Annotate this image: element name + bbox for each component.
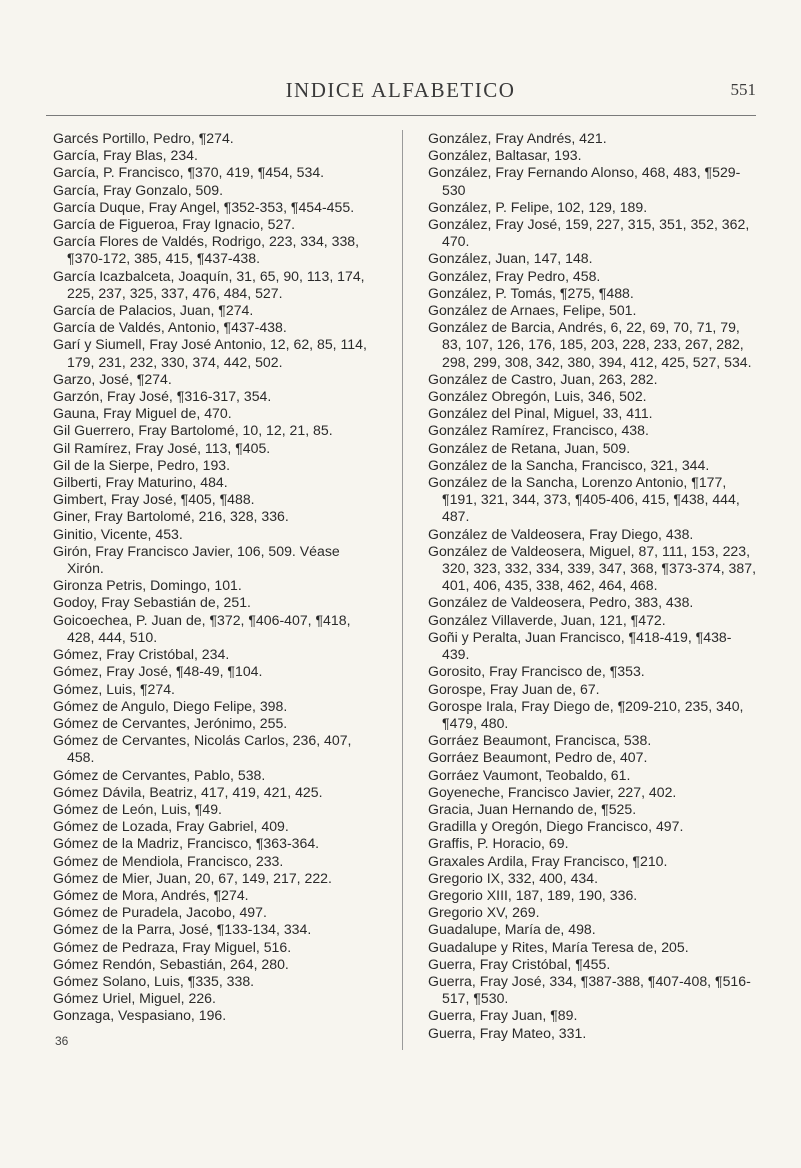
index-entry: González, Fray Fernando Alonso, 468, 483, ¶529-530: [428, 164, 741, 198]
index-entry: González de Valdeosera, Pedro, 383, 438.: [428, 594, 694, 611]
index-entry: Gómez Solano, Luis, ¶335, 338.: [53, 972, 255, 989]
index-entry: González de Valdeosera, Miguel, 87, 111, 153, 223, 320, 323, 332, 334, 339, 347, 368, ¶373-374, 387, 401, 406, 435, 338, 462, 464, 468.: [428, 542, 756, 594]
index-entry: Guerra, Fray Cristóbal, ¶455.: [428, 955, 611, 972]
index-entry: Ginitio, Vicente, 453.: [53, 525, 183, 542]
index-entry: González de Barcia, Andrés, 6, 22, 69, 70, 71, 79, 83, 107, 126, 176, 185, 203, 228, 233, 267, 282, 298, 299, 308, 342, 380, 394, 412, 425, 527, 534.: [428, 319, 752, 370]
index-entry: García de Palacios, Juan, ¶274.: [53, 302, 254, 319]
index-entry: Guerra, Fray Juan, ¶89.: [428, 1007, 578, 1024]
index-entry: Gómez de Cervantes, Pablo, 538.: [53, 766, 266, 783]
index-entry: González, Baltasar, 193.: [428, 147, 582, 164]
index-entry: Girón, Fray Francisco Javier, 106, 509. Véase Xirón.: [53, 542, 340, 577]
column-divider: [402, 130, 403, 1050]
index-entry: García de Figueroa, Fray Ignacio, 527.: [53, 216, 296, 233]
index-entry: Gracia, Juan Hernando de, ¶525.: [428, 800, 637, 817]
index-entry: Giner, Fray Bartolomé, 216, 328, 336.: [53, 508, 289, 525]
index-entry: Gorráez Vaumont, Teobaldo, 61.: [428, 766, 631, 783]
index-entry: González, Fray Andrés, 421.: [428, 130, 607, 146]
header-rule: [46, 115, 756, 116]
index-entry: Gómez de Puradela, Jacobo, 497.: [53, 904, 267, 921]
index-entry: Gil Ramírez, Fray José, 113, ¶405.: [53, 439, 271, 456]
index-entry: García, P. Francisco, ¶370, 419, ¶454, 534.: [53, 164, 325, 181]
index-entry: García de Valdés, Antonio, ¶437-438.: [53, 319, 287, 336]
index-entry: González de Arnaes, Felipe, 501.: [428, 302, 637, 319]
index-entry: Guerra, Fray Mateo, 331.: [428, 1024, 587, 1041]
index-entry: García, Fray Blas, 234.: [53, 147, 198, 164]
index-entry: Graxales Ardila, Fray Francisco, ¶210.: [428, 852, 668, 869]
index-entry: Gorospe, Fray Juan de, 67.: [428, 680, 600, 697]
index-entry: Gregorio IX, 332, 400, 434.: [428, 869, 599, 886]
index-entry: González, Fray Pedro, 458.: [428, 267, 601, 284]
index-entry: García, Fray Gonzalo, 509.: [53, 181, 223, 198]
index-entry: González, Fray José, 159, 227, 315, 351, 352, 362, 470.: [428, 216, 750, 250]
index-entry: Guerra, Fray José, 334, ¶387-388, ¶407-408, ¶516-517, ¶530.: [428, 972, 751, 1007]
index-entry: González de la Sancha, Francisco, 321, 344.: [428, 456, 710, 473]
signature-mark: 36: [55, 1034, 69, 1048]
index-entry: Gregorio XV, 269.: [428, 904, 540, 921]
index-entry: Goñi y Peralta, Juan Francisco, ¶418-419, ¶438-439.: [428, 628, 732, 663]
index-entry: Gorráez Beaumont, Francisca, 538.: [428, 732, 652, 749]
index-entry: Gorosito, Fray Francisco de, ¶353.: [428, 663, 645, 680]
index-entry: Gómez Rendón, Sebastián, 264, 280.: [53, 955, 289, 972]
index-entry: Guadalupe y Rites, María Teresa de, 205.: [428, 938, 689, 955]
index-entry: González, Juan, 147, 148.: [428, 250, 593, 267]
index-entry: Gil de la Sierpe, Pedro, 193.: [53, 456, 231, 473]
index-entry: Garzón, Fray José, ¶316-317, 354.: [53, 388, 272, 405]
page-title: INDICE ALFABETICO: [285, 78, 516, 102]
index-entry: Gradilla y Oregón, Diego Francisco, 497.: [428, 818, 684, 835]
index-entry: Gimbert, Fray José, ¶405, ¶488.: [53, 491, 255, 508]
index-entry: Godoy, Fray Sebastián de, 251.: [53, 594, 251, 611]
index-entry: Garzo, José, ¶274.: [53, 370, 172, 387]
index-entry: Gorospe Irala, Fray Diego de, ¶209-210, 235, 340, ¶479, 480.: [428, 697, 744, 731]
index-entry: Garí y Siumell, Fray José Antonio, 12, 62, 85, 114, 179, 231, 232, 330, 374, 442, 502.: [53, 336, 367, 370]
index-entry: García Duque, Fray Angel, ¶352-353, ¶454-455.: [53, 198, 355, 215]
index-entry: González de Castro, Juan, 263, 282.: [428, 370, 658, 387]
index-entry: Gonzaga, Vespasiano, 196.: [53, 1007, 227, 1024]
index-entry: Gómez de Mora, Andrés, ¶274.: [53, 886, 249, 903]
index-entry: Gómez, Luis, ¶274.: [53, 680, 175, 697]
index-entry: Gómez Dávila, Beatriz, 417, 419, 421, 425.: [53, 783, 323, 800]
index-entry: Gómez de Pedraza, Fray Miguel, 516.: [53, 938, 292, 955]
index-entry: González, P. Felipe, 102, 129, 189.: [428, 198, 648, 215]
index-entry: Gómez de Lozada, Fray Gabriel, 409.: [53, 818, 289, 835]
index-entry: Gauna, Fray Miguel de, 470.: [53, 405, 232, 422]
index-entry: González Ramírez, Francisco, 438.: [428, 422, 649, 439]
index-entry: Goyeneche, Francisco Javier, 227, 402.: [428, 783, 677, 800]
index-entry: Gómez, Fray Cristóbal, 234.: [53, 646, 230, 663]
index-entry: García Flores de Valdés, Rodrigo, 223, 334, 338, ¶370-172, 385, 415, ¶437-438.: [53, 233, 360, 267]
index-entry: Gorráez Beaumont, Pedro de, 407.: [428, 749, 648, 766]
index-entry: García Icazbalceta, Joaquín, 31, 65, 90, 113, 174, 225, 237, 325, 337, 476, 484, 527.: [53, 267, 365, 301]
page-number: 551: [730, 80, 756, 99]
index-entry: Gómez, Fray José, ¶48-49, ¶104.: [53, 663, 263, 680]
index-entry: Gómez de Cervantes, Nicolás Carlos, 236, 407, 458.: [53, 732, 352, 766]
index-entry: Gil Guerrero, Fray Bartolomé, 10, 12, 21, 85.: [53, 422, 333, 439]
index-entry: Gómez de León, Luis, ¶49.: [53, 800, 222, 817]
index-entry: Graffis, P. Horacio, 69.: [428, 835, 569, 852]
index-entry: González del Pinal, Miguel, 33, 411.: [428, 405, 653, 422]
page-header: [0, 78, 801, 102]
index-entry: González de la Sancha, Lorenzo Antonio, ¶177, ¶191, 321, 344, 373, ¶405-406, 415, ¶438, 444, 487.: [428, 474, 740, 525]
index-entry: Gómez de la Madriz, Francisco, ¶363-364.: [53, 835, 320, 852]
index-entry: González Obregón, Luis, 346, 502.: [428, 388, 647, 405]
index-entry: Gómez de Angulo, Diego Felipe, 398.: [53, 697, 288, 714]
index-entry: Goicoechea, P. Juan de, ¶372, ¶406-407, ¶418, 428, 444, 510.: [53, 611, 351, 645]
index-entry: Garcés Portillo, Pedro, ¶274.: [53, 130, 234, 146]
index-entry: González Villaverde, Juan, 121, ¶472.: [428, 611, 666, 628]
index-column-right: [428, 130, 758, 1042]
index-entry: Gironza Petris, Domingo, 101.: [53, 577, 242, 594]
index-entry: Gómez de Mendiola, Francisco, 233.: [53, 852, 284, 869]
index-entry: Gómez de la Parra, José, ¶133-134, 334.: [53, 921, 312, 938]
index-column-left: [53, 130, 378, 1025]
index-entry: Gómez Uriel, Miguel, 226.: [53, 990, 216, 1007]
index-entry: González, P. Tomás, ¶275, ¶488.: [428, 284, 634, 301]
index-entry: Gilberti, Fray Maturino, 484.: [53, 474, 228, 491]
index-entry: Guadalupe, María de, 498.: [428, 921, 596, 938]
index-entry: Gómez de Cervantes, Jerónimo, 255.: [53, 714, 288, 731]
index-entry: Gómez de Mier, Juan, 20, 67, 149, 217, 222.: [53, 869, 332, 886]
index-entry: González de Valdeosera, Fray Diego, 438.: [428, 525, 694, 542]
index-entry: González de Retana, Juan, 509.: [428, 439, 631, 456]
index-entry: Gregorio XIII, 187, 189, 190, 336.: [428, 886, 638, 903]
